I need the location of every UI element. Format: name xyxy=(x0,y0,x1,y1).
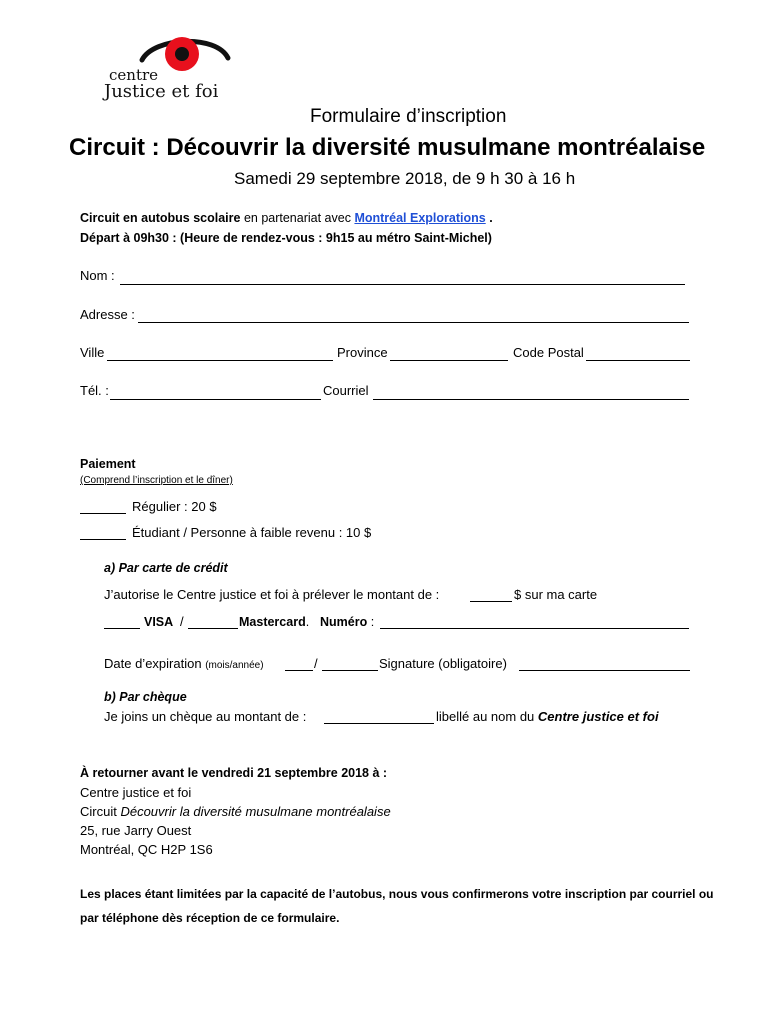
ville-label: Ville xyxy=(80,345,105,360)
regular-option: Régulier : 20 $ xyxy=(132,499,217,514)
partnership-text: en partenariat avec xyxy=(240,211,355,225)
return-circuit-name: Découvrir la diversité musulmane montréalaise xyxy=(120,804,391,819)
mastercard-text: Mastercard xyxy=(239,615,306,629)
code-postal-field[interactable] xyxy=(586,360,690,361)
return-street: 25, rue Jarry Ouest xyxy=(80,823,192,838)
amount-field[interactable] xyxy=(470,601,512,602)
return-city: Montréal, QC H2P 1S6 xyxy=(80,842,213,857)
cheque-order-text: libellé au nom du xyxy=(436,709,535,724)
courriel-field[interactable] xyxy=(373,399,689,400)
card-slash: / xyxy=(180,614,184,629)
credit-card-heading: a) Par carte de crédit xyxy=(104,561,228,575)
event-date: Samedi 29 septembre 2018, de 9 h 30 à 16 h xyxy=(234,169,576,188)
tel-label: Tél. : xyxy=(80,383,109,398)
province-label: Province xyxy=(337,345,388,360)
intro-line xyxy=(80,211,493,225)
signature-field[interactable] xyxy=(519,670,690,671)
form-label: Formulaire d’inscription xyxy=(310,106,507,127)
adresse-label: Adresse : xyxy=(80,307,135,322)
regular-blank[interactable] xyxy=(80,513,126,514)
return-circuit-prefix: Circuit xyxy=(80,804,121,819)
expiration-label xyxy=(104,656,264,671)
partner-link[interactable]: Montréal Explorations xyxy=(354,211,486,225)
cheque-text: Je joins un chèque au montant de : xyxy=(104,709,307,724)
visa-blank[interactable] xyxy=(104,628,140,629)
province-field[interactable] xyxy=(390,360,508,361)
mastercard-label: Mastercard. xyxy=(239,615,310,629)
code-postal-label: Code Postal xyxy=(513,345,584,360)
numero-text: Numéro xyxy=(320,615,368,629)
intro-end: . xyxy=(485,211,493,225)
return-heading: À retourner avant le vendredi 21 septembre 2018 à : xyxy=(80,766,388,780)
numero-colon: : xyxy=(370,615,375,629)
tel-field[interactable] xyxy=(110,399,321,400)
payment-note: (Comprend l’inscription et le dîner) xyxy=(80,475,233,486)
authorize-text: J’autorise le Centre justice et foi à prélever le montant de : xyxy=(104,587,440,602)
student-blank[interactable] xyxy=(80,539,126,540)
mastercard-blank[interactable] xyxy=(188,628,238,629)
card-number-field[interactable] xyxy=(380,628,689,629)
authorize-end: $ sur ma carte xyxy=(514,587,598,602)
payment-heading: Paiement xyxy=(80,457,136,471)
logo-line1: centre xyxy=(109,66,159,84)
return-circuit xyxy=(80,804,391,819)
numero-label xyxy=(320,615,374,629)
nom-label: Nom : xyxy=(80,268,115,283)
adresse-field[interactable] xyxy=(138,322,689,323)
cheque-payee: Centre justice et foi xyxy=(537,709,659,724)
student-option: Étudiant / Personne à faible revenu : 10 $ xyxy=(132,525,372,540)
nom-field[interactable] xyxy=(120,284,685,285)
logo xyxy=(104,32,234,108)
expiration-text: Date d’expiration xyxy=(104,656,202,671)
expiration-month-field[interactable] xyxy=(285,670,313,671)
signature-label: Signature (obligatoire) xyxy=(379,656,507,671)
cheque-heading: b) Par chèque xyxy=(104,690,187,704)
expiration-format: (mois/année) xyxy=(205,660,264,671)
footer-note-line2: par téléphone dès réception de ce formulaire. xyxy=(80,911,340,925)
visa-label: VISA xyxy=(144,615,174,629)
logo-line2: Justice et foi xyxy=(104,81,219,102)
return-org: Centre justice et foi xyxy=(80,785,192,800)
ville-field[interactable] xyxy=(107,360,333,361)
footer-note-line1: Les places étant limitées par la capacité de l’autobus, nous vous confirmerons votre inscription par courriel ou xyxy=(80,887,714,901)
expiration-slash: / xyxy=(314,656,318,671)
bus-circuit-label: Circuit en autobus scolaire xyxy=(80,211,241,225)
cheque-amount-field[interactable] xyxy=(324,723,434,724)
cheque-order xyxy=(436,709,659,724)
page-title: Circuit : Découvrir la diversité musulmane montréalaise xyxy=(69,134,706,161)
expiration-year-field[interactable] xyxy=(322,670,378,671)
departure-info: Départ à 09h30 : (Heure de rendez-vous : 9h15 au métro Saint-Michel) xyxy=(80,231,492,245)
courriel-label: Courriel xyxy=(323,383,369,398)
